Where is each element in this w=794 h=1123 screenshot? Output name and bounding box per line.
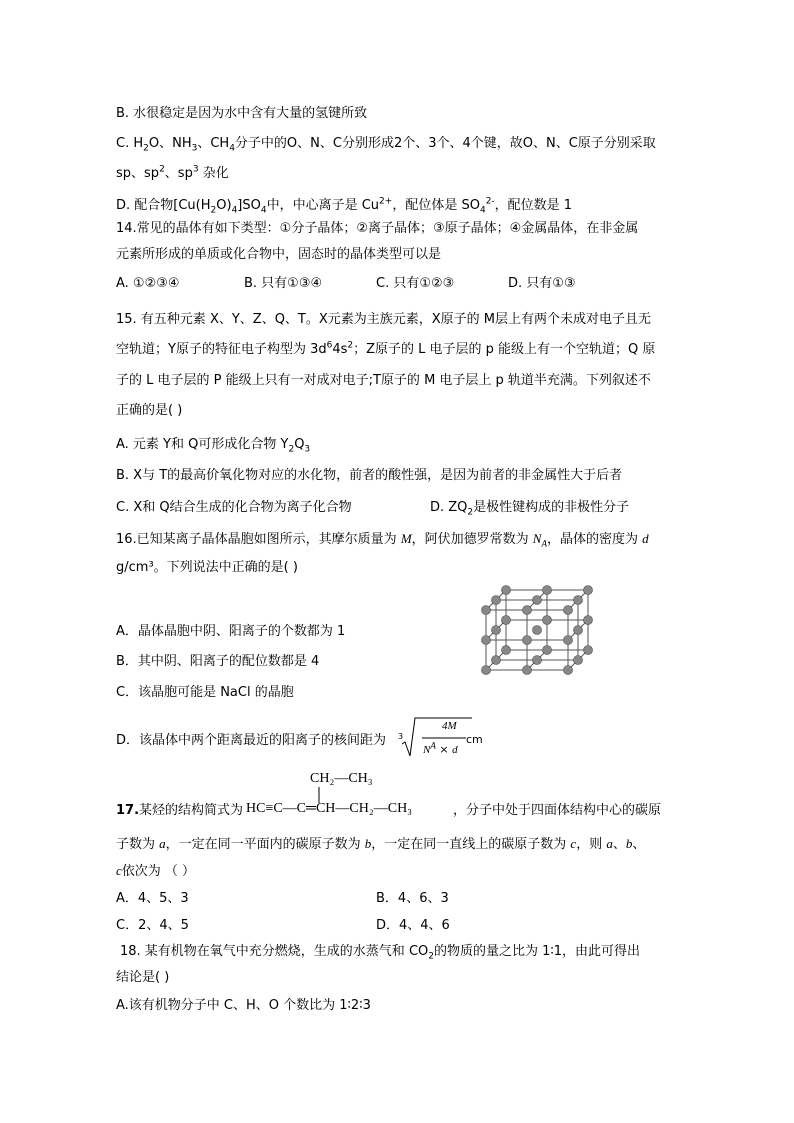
q15-option-c: C. X和 Q结合生成的化合物为离子化合物 <box>116 500 352 515</box>
fraction-numerator: 4M <box>442 720 457 732</box>
q18-option-a: A.该有机物分子中 C、H、O 个数比为 1∶2∶3 <box>116 998 371 1013</box>
struct-ethyl-branch: CH₂—CH₃ <box>310 771 373 786</box>
q17-option-a: A．4、5、3 <box>116 891 189 906</box>
q13-option-c-cont: sp、$sp^2$、$sp^3$ 杂化 <box>116 164 229 181</box>
q15-stem-line4: 正确的是( ) <box>116 403 183 418</box>
q13-option-b: B. 水很稳定是因为水中含有大量的氢键所致 <box>116 106 368 121</box>
q18-stem-line2: 结论是( ) <box>116 970 170 985</box>
q14-option-a: A. ①②③④ <box>116 276 180 291</box>
q15-option-a: A. 元素 Y和 Q可形成化合物 $Y_2Q_3$ <box>116 437 311 455</box>
q16-option-c: C．该晶胞可能是 NaCl 的晶胞 <box>116 685 294 700</box>
q14-option-d: D. 只有①③ <box>508 276 576 291</box>
q14-option-c: C. 只有①②③ <box>376 276 455 291</box>
q17-stem-line1-end: ，分子中处于四面体结构中心的碳原 <box>453 803 662 818</box>
q17-stem-line2: 子数为 a，一定在同一平面内的碳原子数为 b，一定在同一直线上的碳原子数为 c，则 a、b、 <box>116 836 646 852</box>
q16-option-a: A．晶体晶胞中阴、阳离子的个数都为 1 <box>116 624 346 639</box>
q16-option-d: D．该晶体中两个距离最近的阳离子的核间距为 <box>116 733 387 748</box>
struct-main-chain: HC≡C—C═CH—CH₂—CH₃ <box>246 801 413 816</box>
q18-stem-line1: 18. 某有机物在氧气中充分燃烧，生成的水蒸气和 $CO_2$的物质的量之比为 1∶1，由此可得出 <box>120 944 641 962</box>
q14-option-b: B. 只有①③④ <box>244 276 323 291</box>
q16-option-b: B．其中阴、阳离子的配位数都是 4 <box>116 654 320 669</box>
q17-stem-line3: c依次为 （ ） <box>116 863 196 879</box>
q13-option-c: C. $H_2O$、$NH_3$、$CH_4$分子中的O、N、C分别形成2个、3个、4个键，故O、N、C原子分别采取 <box>116 136 656 154</box>
q14-stem-line1: 14.常见的晶体有如下类型：①分子晶体；②离子晶体；③原子晶体；④金属晶体，在非金属 <box>116 221 639 236</box>
q17-option-b: B．4、6、3 <box>376 891 449 906</box>
q17-stem-line1: 17.某烃的结构简式为 <box>116 803 244 818</box>
q14-stem-line2: 元素所形成的单质或化合物中，固态时的晶体类型可以是 <box>116 247 442 262</box>
q15-option-d: D. $ZQ_2$是极性键构成的非极性分子 <box>430 500 630 518</box>
q13-option-d: D. 配合物$[Cu(H_2O)_4]SO_4$中，中心离子是 $Cu^{2+}$，配位体是 $SO_4^{2-}$，配位数是 1 <box>116 196 573 216</box>
q15-option-b: B. X与 T的最高价氧化物对应的水化物，前者的酸性强，是因为前者的非金属性大于后者 <box>116 468 623 483</box>
q16-stem-line2: g/cm³。下列说法中正确的是( ) <box>116 560 298 575</box>
fraction-denominator: $N^A \times d$ <box>423 740 458 756</box>
unit-cm: cm <box>466 733 483 746</box>
q15-stem-line1: 15. 有五种元素 X、Y、Z、Q、T。X元素为主族元素，X原子的 M层上有两个未成对电子且无 <box>116 312 652 327</box>
q17-option-c: C．2、4、5 <box>116 918 189 933</box>
crystal-cell-figure <box>476 588 596 676</box>
q17-option-d: D．4、4、6 <box>376 918 450 933</box>
root-index: 3 <box>398 732 404 741</box>
q15-stem-line3: 子的 L 电子层的 P 能级上只有一对成对电子;T原子的 M 电子层上 p 轨道半充满。下列叙述不 <box>116 373 651 388</box>
q16-stem-line1: 16.已知某离子晶体晶胞如图所示，其摩尔质量为 M，阿伏加德罗常数为 $N_A$，晶体的密度为 d <box>116 531 649 549</box>
q15-stem-line2: 空轨道；Y原子的特征电子构型为 $3d^64s^2$；Z原子的 L 电子层的 p 能级上有一个空轨道；Q 原 <box>116 340 656 357</box>
